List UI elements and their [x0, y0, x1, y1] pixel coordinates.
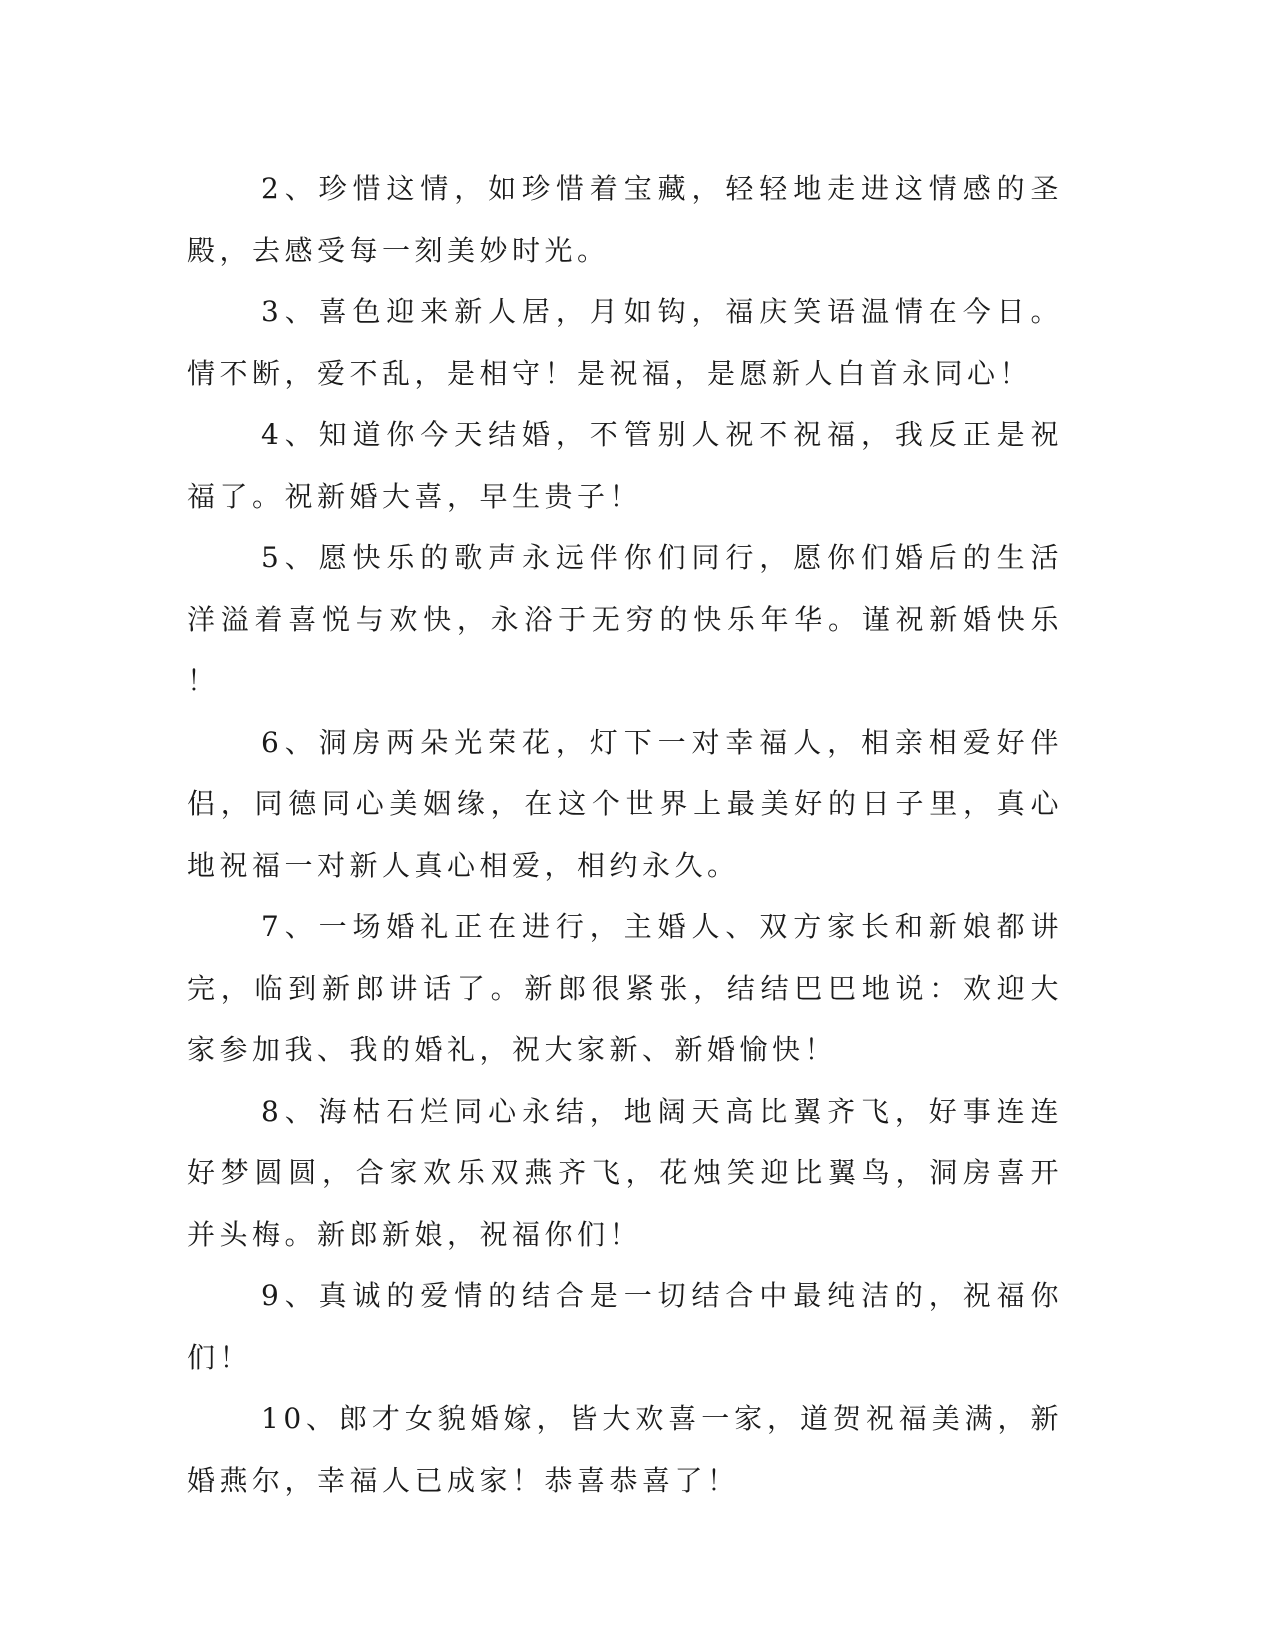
paragraph-10: 10、郎才女貌婚嫁，皆大欢喜一家，道贺祝福美满，新婚燕尔，幸福人已成家！恭喜恭喜了！: [187, 1402, 1063, 1497]
paragraph-8: 8、海枯石烂同心永结，地阔天高比翼齐飞，好事连连好梦圆圆，合家欢乐双燕齐飞，花烛笑迎比翼鸟，洞房喜开并头梅。新郎新娘，祝福你们！: [187, 1094, 1063, 1251]
paragraph-5: 5、愿快乐的歌声永远伴你们同行，愿你们婚后的生活洋溢着喜悦与欢快，永浴于无穷的快乐年华。谨祝新婚快乐！: [187, 541, 1063, 697]
paragraph-3: 3、喜色迎来新人居，月如钩，福庆笑语温情在今日。情不断，爱不乱，是相守！是祝福，是愿新人白首永同心！: [187, 295, 1063, 390]
paragraph-2: 2、珍惜这情，如珍惜着宝藏，轻轻地走进这情感的圣殿，去感受每一刻美妙时光。: [187, 172, 1063, 267]
paragraph-4: 4、知道你今天结婚，不管别人祝不祝福，我反正是祝福了。祝新婚大喜，早生贵子！: [187, 418, 1063, 513]
paragraph-6: 6、洞房两朵光荣花，灯下一对幸福人，相亲相爱好伴侣，同德同心美姻缘，在这个世界上最美好的日子里，真心地祝福一对新人真心相爱，相约永久。: [187, 725, 1063, 882]
paragraph-9: 9、真诚的爱情的结合是一切结合中最纯洁的，祝福你们！: [187, 1279, 1063, 1374]
paragraph-7: 7、一场婚礼正在进行，主婚人、双方家长和新娘都讲完，临到新郎讲话了。新郎很紧张，结结巴巴地说：欢迎大家参加我、我的婚礼，祝大家新、新婚愉快！: [187, 910, 1063, 1066]
document-body: [187, 158, 1063, 1511]
